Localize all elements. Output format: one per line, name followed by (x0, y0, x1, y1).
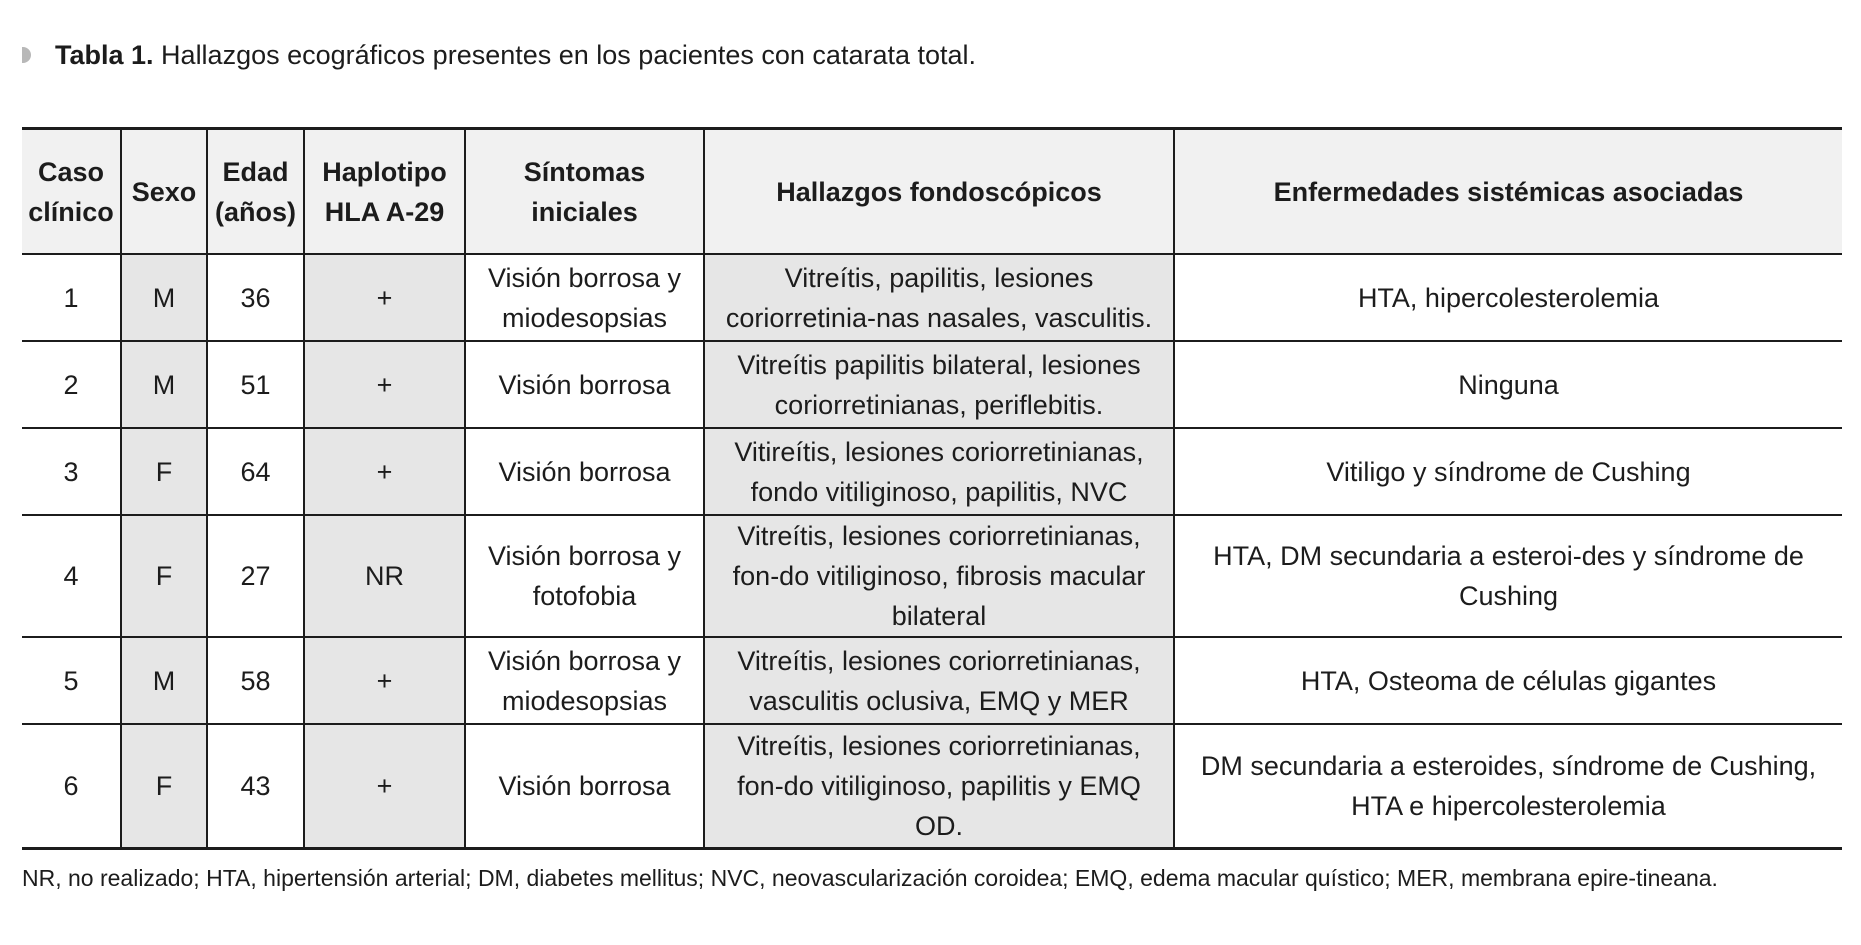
cell-sexo: F (121, 724, 207, 848)
cell-haplotipo: + (304, 254, 465, 341)
cell-sexo: M (121, 341, 207, 428)
cell-edad: 27 (207, 515, 304, 637)
cell-caso: 3 (22, 428, 121, 515)
cell-sintomas: Visión borrosa (465, 341, 704, 428)
table-row (22, 428, 1842, 515)
header-hallazgos: Hallazgos fondoscópicos (704, 129, 1174, 255)
cell-haplotipo: NR (304, 515, 465, 637)
cell-caso: 4 (22, 515, 121, 637)
cell-haplotipo: + (304, 724, 465, 848)
cell-sintomas: Visión borrosa y fotofobia (465, 515, 704, 637)
cell-enfermedades: Vitiligo y síndrome de Cushing (1174, 428, 1842, 515)
table-caption (22, 38, 976, 72)
header-caso-clinico: Caso clínico (22, 129, 121, 255)
cell-hallazgos: Vitreítis, lesiones coriorretinianas, fon-do vitiliginoso, fibrosis macular bilateral (704, 515, 1174, 637)
cell-sintomas: Visión borrosa (465, 428, 704, 515)
table-row (22, 341, 1842, 428)
findings-table (22, 127, 1842, 850)
table-row (22, 637, 1842, 724)
cell-hallazgos: Vitreítis, papilitis, lesiones coriorretinia-nas nasales, vasculitis. (704, 254, 1174, 341)
header-haplotipo: Haplotipo HLA A-29 (304, 129, 465, 255)
cell-edad: 64 (207, 428, 304, 515)
caption-text: Hallazgos ecográficos presentes en los pacientes con catarata total. (153, 40, 977, 70)
header-sintomas: Síntomas iniciales (465, 129, 704, 255)
cell-caso: 2 (22, 341, 121, 428)
cell-hallazgos: Vitireítis, lesiones coriorretinianas, fondo vitiliginoso, papilitis, NVC (704, 428, 1174, 515)
table-row (22, 724, 1842, 848)
cell-enfermedades: Ninguna (1174, 341, 1842, 428)
cell-caso: 1 (22, 254, 121, 341)
cell-hallazgos: Vitreítis, lesiones coriorretinianas, vasculitis oclusiva, EMQ y MER (704, 637, 1174, 724)
cell-caso: 6 (22, 724, 121, 848)
header-edad: Edad (años) (207, 129, 304, 255)
cell-enfermedades: HTA, DM secundaria a esteroi-des y síndrome de Cushing (1174, 515, 1842, 637)
cell-haplotipo: + (304, 428, 465, 515)
cell-edad: 58 (207, 637, 304, 724)
cell-caso: 5 (22, 637, 121, 724)
header-enfermedades: Enfermedades sistémicas asociadas (1174, 129, 1842, 255)
cell-sexo: F (121, 515, 207, 637)
cell-sintomas: Visión borrosa y miodesopsias (465, 637, 704, 724)
cell-edad: 51 (207, 341, 304, 428)
cell-haplotipo: + (304, 637, 465, 724)
cell-edad: 43 (207, 724, 304, 848)
cell-sexo: M (121, 637, 207, 724)
header-sexo: Sexo (121, 129, 207, 255)
cell-hallazgos: Vitreítis, lesiones coriorretinianas, fon-do vitiliginoso, papilitis y EMQ OD. (704, 724, 1174, 848)
cell-enfermedades: HTA, Osteoma de células gigantes (1174, 637, 1842, 724)
cell-sintomas: Visión borrosa y miodesopsias (465, 254, 704, 341)
header-row (22, 129, 1842, 255)
cell-enfermedades: HTA, hipercolesterolemia (1174, 254, 1842, 341)
caption-label: Tabla 1. (55, 40, 154, 70)
cell-haplotipo: + (304, 341, 465, 428)
cell-edad: 36 (207, 254, 304, 341)
cell-sexo: F (121, 428, 207, 515)
table-footnote: NR, no realizado; HTA, hipertensión arterial; DM, diabetes mellitus; NVC, neovascularización coroidea; EMQ, edema macular quístico; MER, membrana epire-tineana. (22, 865, 1718, 891)
table-row (22, 254, 1842, 341)
caption-marker-icon (22, 47, 31, 63)
cell-hallazgos: Vitreítis papilitis bilateral, lesiones coriorretinianas, periflebitis. (704, 341, 1174, 428)
cell-enfermedades: DM secundaria a esteroides, síndrome de Cushing, HTA e hipercolesterolemia (1174, 724, 1842, 848)
table-row (22, 515, 1842, 637)
cell-sexo: M (121, 254, 207, 341)
cell-sintomas: Visión borrosa (465, 724, 704, 848)
